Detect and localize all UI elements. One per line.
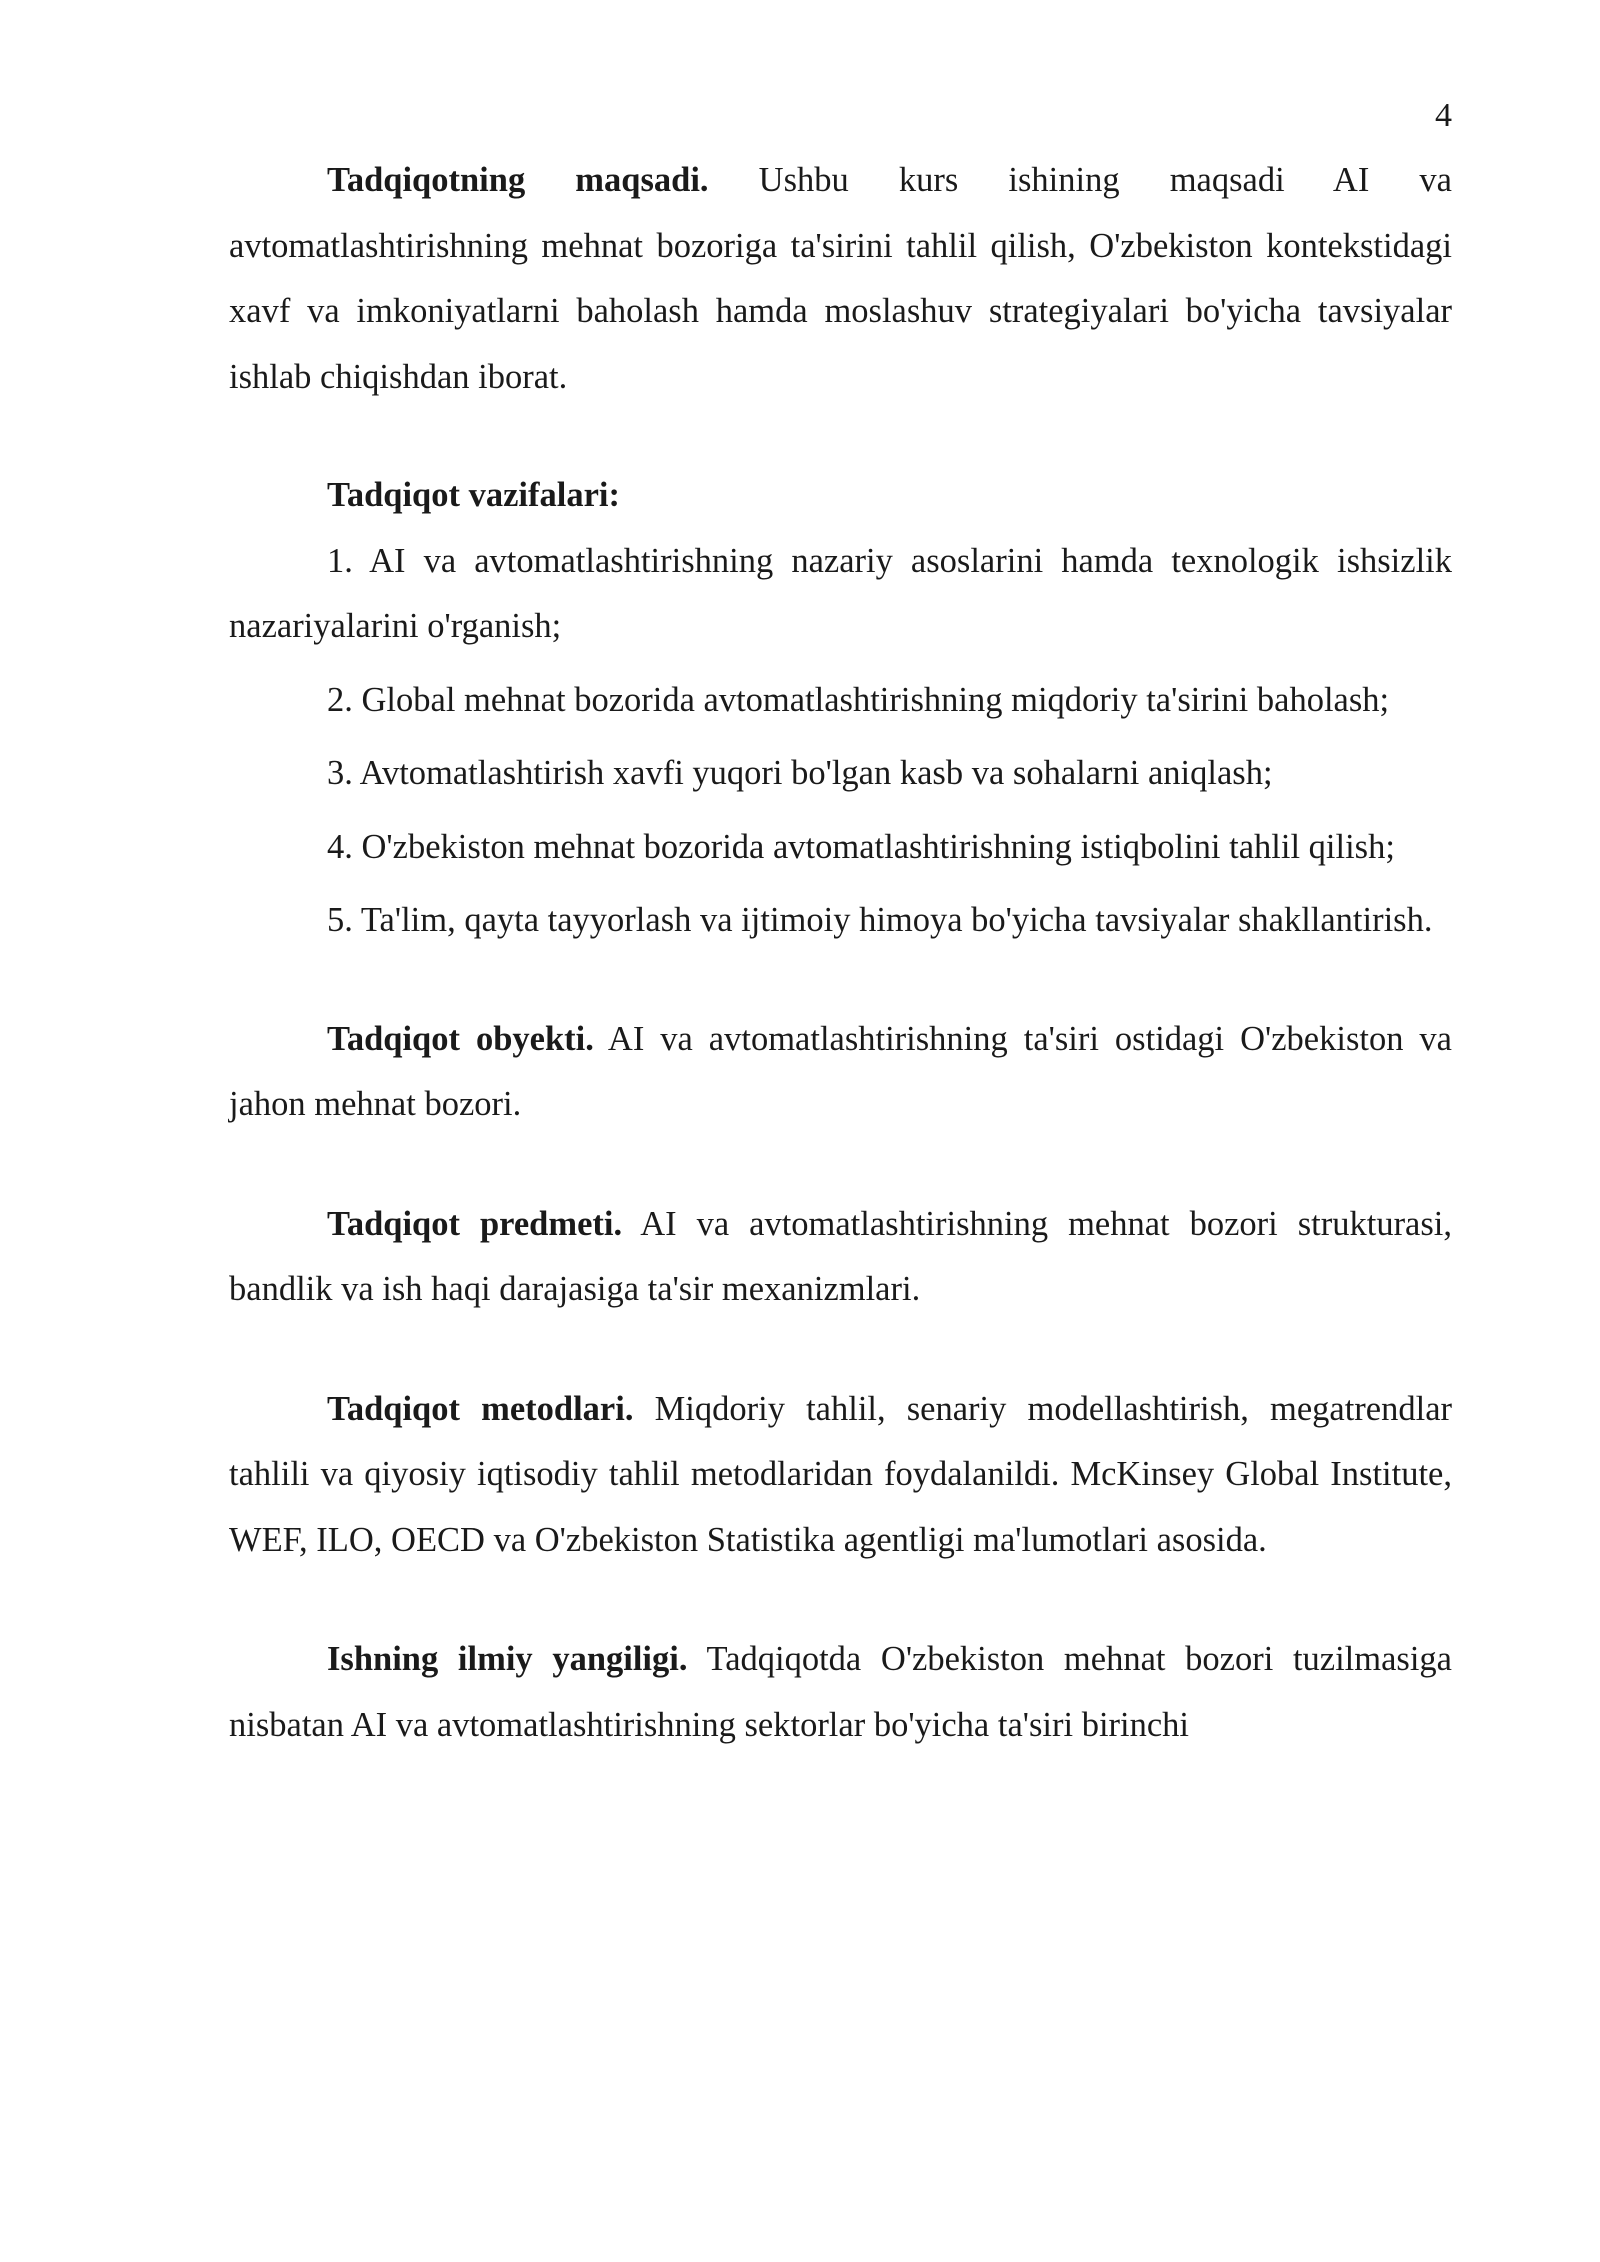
tasks-heading: Tadqiqot vazifalari:	[327, 476, 620, 514]
subject-heading: Tadqiqot predmeti.	[327, 1204, 623, 1243]
object-heading: Tadqiqot obyekti.	[327, 1019, 594, 1058]
subject-paragraph	[229, 1192, 1452, 1323]
object-paragraph	[229, 1007, 1452, 1138]
goal-heading: Tadqiqotning maqsadi.	[327, 161, 709, 199]
page-number: 4	[1435, 97, 1452, 134]
task-item-1: 1. AI va avtomatlashtirishning nazariy asoslarini hamda texnologik ishsizlik nazariyalarini o'rganish;	[229, 541, 1452, 645]
task-item-3: 3. Avtomatlashtirish xavfi yuqori bo'lgan kasb va sohalarni aniqlash;	[327, 754, 1273, 792]
task-item-2: 2. Global mehnat bozorida avtomatlashtirishning miqdoriy ta'sirini baholash;	[327, 680, 1390, 719]
methods-heading: Tadqiqot metodlari.	[327, 1389, 634, 1428]
novelty-text: Tadqiqotda O'zbekiston mehnat bozori tuzilmasiga nisbatan AI va avtomatlashtirishning sektorlar bo'yicha ta'siri birinchi	[229, 1640, 1452, 1744]
novelty-paragraph	[229, 1627, 1452, 1758]
methods-text: Miqdoriy tahlil, senariy modellashtirish, megatrendlar tahlili va qiyosiy iqtisodiy tahlil metodlaridan foydalanildi. McKinsey Global Institute, WEF, ILO, OECD va O'zbekiston Statistika agentligi ma'lumotlari asosida.	[229, 1389, 1452, 1559]
methods-paragraph	[229, 1377, 1452, 1574]
object-text: AI va avtomatlashtirishning ta'siri ostidagi O'zbekiston va jahon mehnat bozori.	[229, 1019, 1452, 1123]
goal-text: Ushbu kurs ishining maqsadi AI va avtomatlashtirishning mehnat bozoriga ta'sirini tahlil qilish, O'zbekiston kontekstidagi xavf va imkoniyatlarni baholash hamda moslashuv strategiyalari bo'yicha tavsiyalar ishlab chiqishdan iborat.	[229, 161, 1452, 396]
task-item-4: 4. O'zbekiston mehnat bozorida avtomatlashtirishning istiqbolini tahlil qilish;	[327, 827, 1395, 866]
task-item-5: 5. Ta'lim, qayta tayyorlash va ijtimoiy himoya bo'yicha tavsiyalar shakllantirish.	[327, 901, 1433, 939]
novelty-heading: Ishning ilmiy yangiligi.	[327, 1640, 688, 1678]
goal-paragraph	[229, 148, 1452, 410]
page-content	[229, 148, 1452, 1758]
subject-text: AI va avtomatlashtirishning mehnat bozori strukturasi, bandlik va ish haqi darajasiga ta'sir mexanizmlari.	[229, 1204, 1453, 1308]
